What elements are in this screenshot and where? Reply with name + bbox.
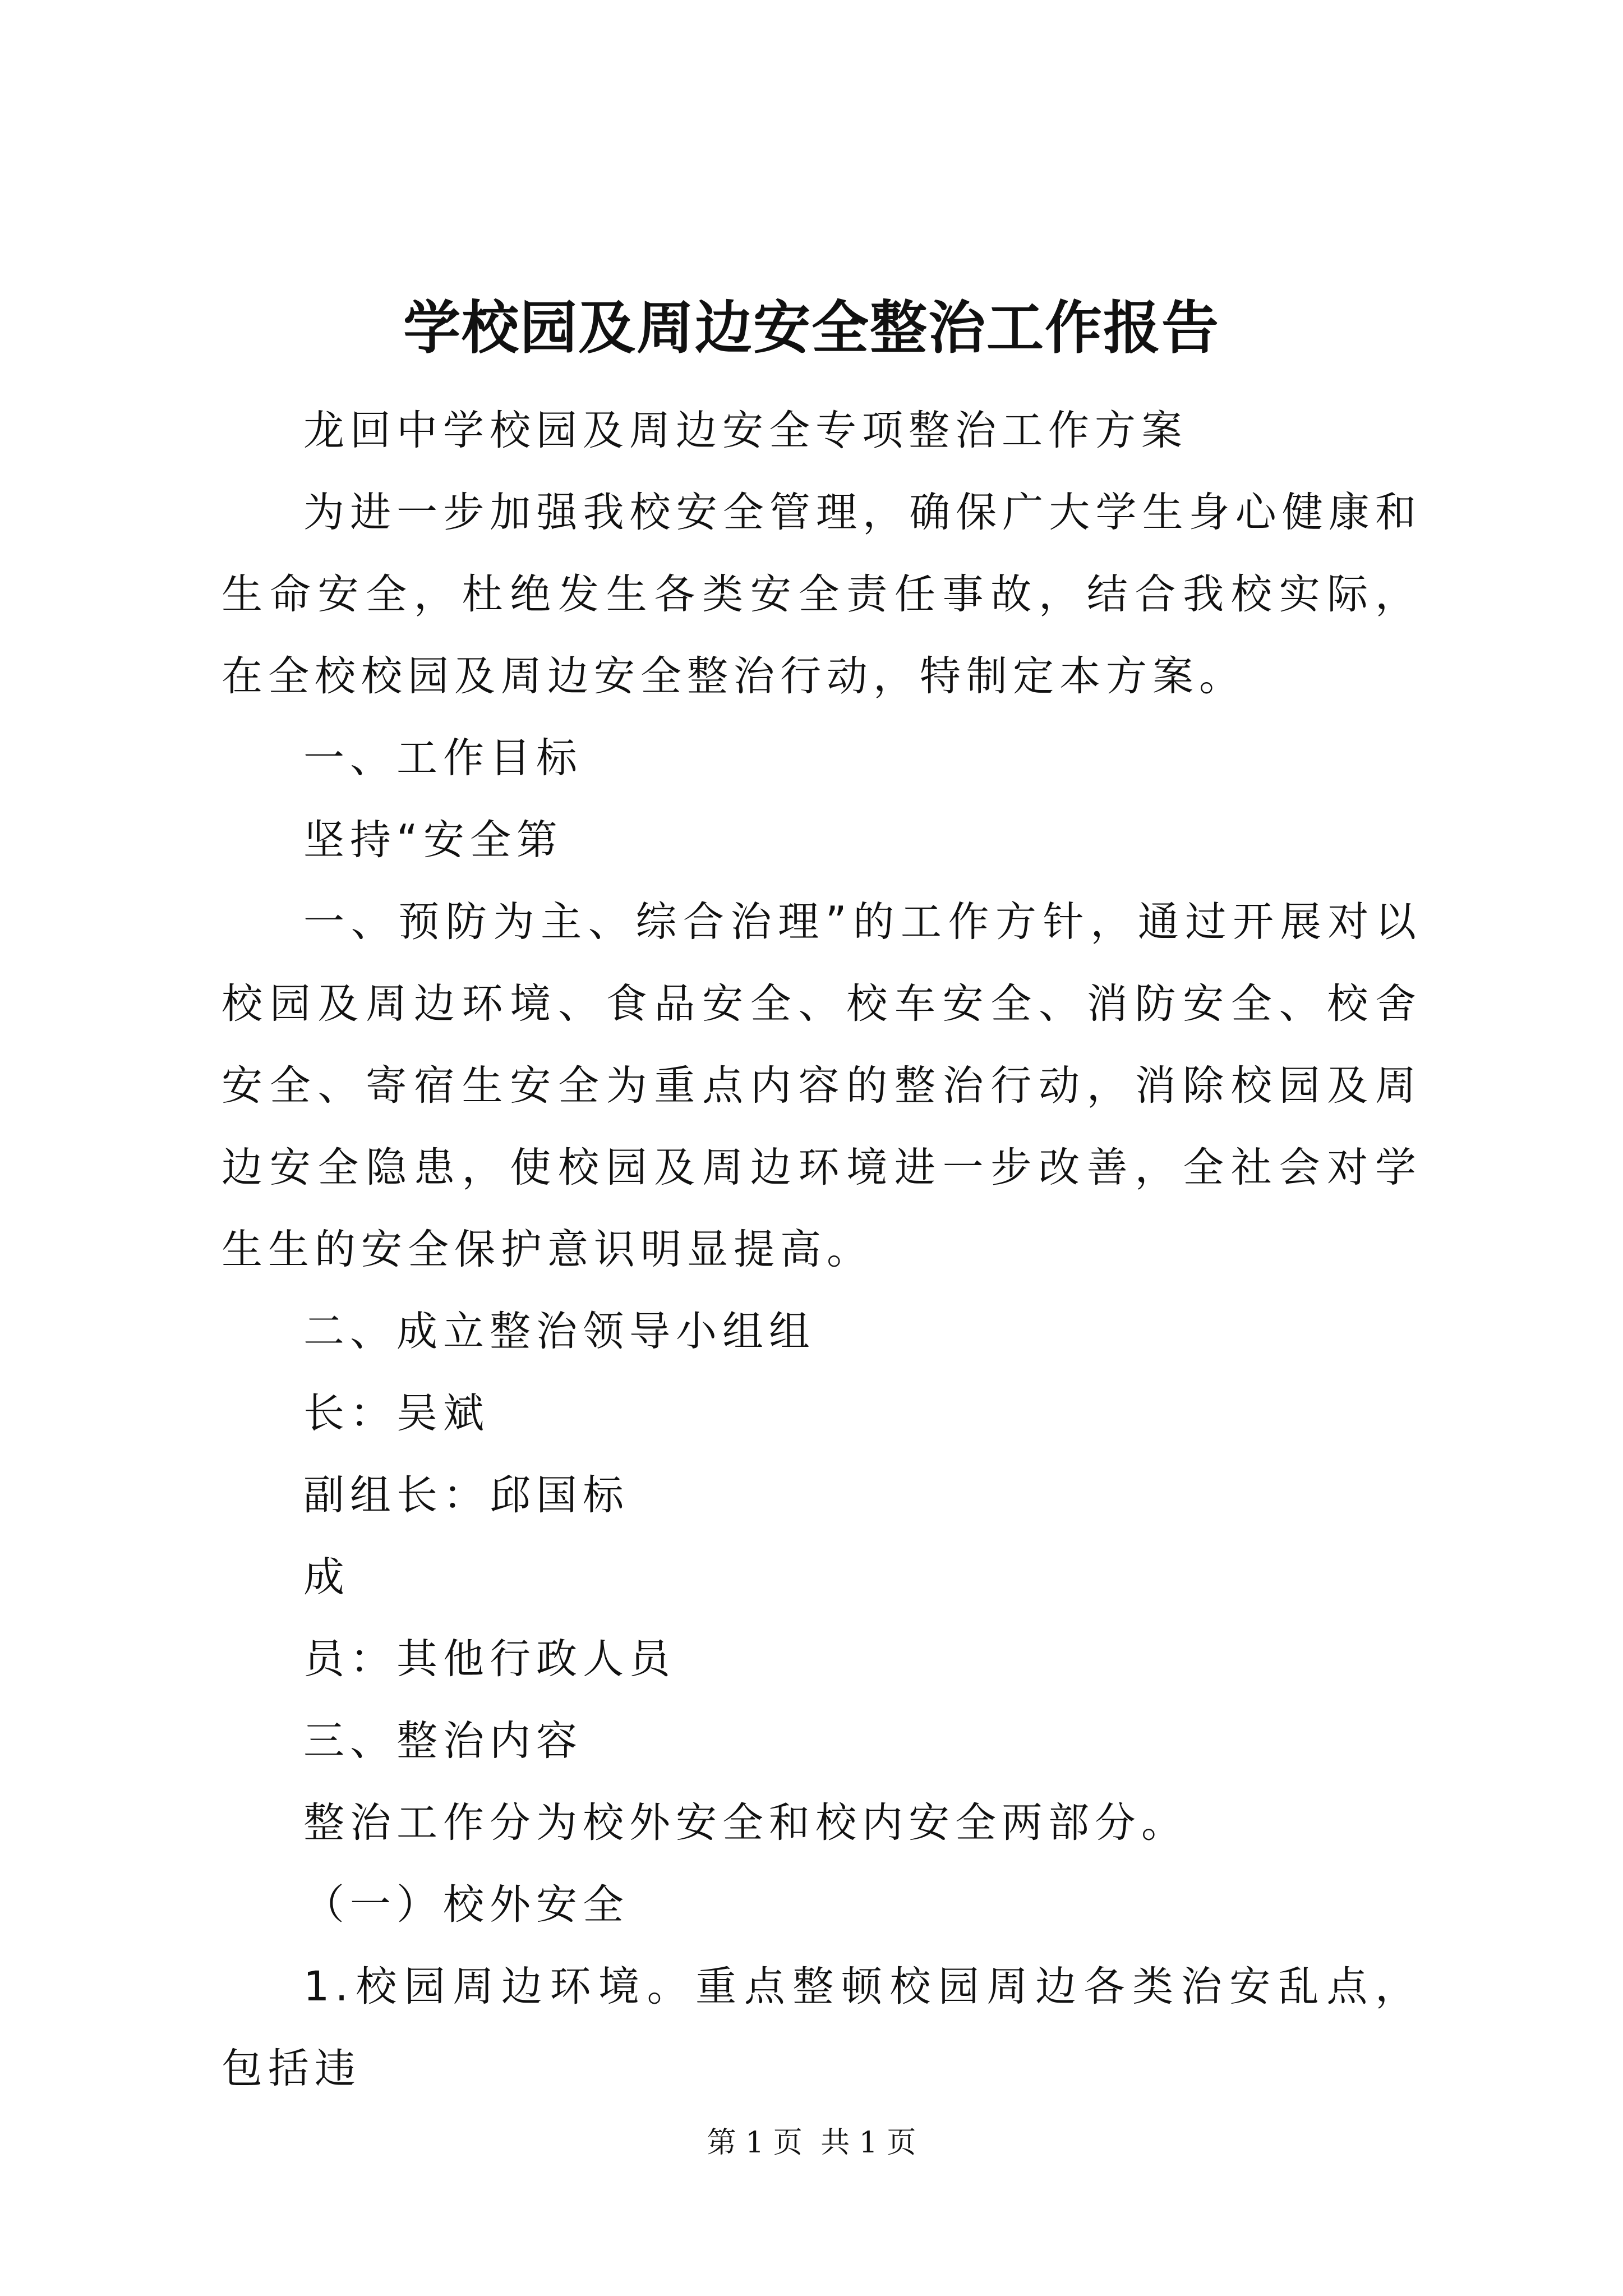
paragraph: 副组长：邱国标 — [303, 1471, 629, 1519]
page-footer — [0, 2123, 1623, 2162]
paragraph: 一、工作目标 — [303, 734, 583, 782]
paragraph: 龙回中学校园及周边安全专项整治工作方案 — [303, 407, 1188, 454]
paragraph: 成 — [303, 1553, 350, 1601]
paragraph: 为进一步加强我校安全管理，确保广大学生身心健康和生命安全，杜绝发生各类安全责任事故，结合我校实际，在全校校园及周边安全整治行动，特制定本方案。 — [222, 489, 1422, 700]
paragraph: 员：其他行政人员 — [303, 1635, 676, 1683]
page-total: 共 1 页 — [820, 2126, 916, 2160]
paragraph: 1.校园周边环境。重点整顿校园周边各类治安乱点，包括违 — [222, 1963, 1422, 2092]
paragraph: 一、预防为主、综合治理”的工作方针，通过开展对以校园及周边环境、食品安全、校车安全、消防安全、校舍安全、寄宿生安全为重点内容的整治行动，消除校园及周边安全隐患，使校园及周边环境进一步改善，全社会对学生生的安全保护意识明显提高。 — [222, 898, 1422, 1273]
document-body — [222, 390, 1422, 2110]
paragraph: 二、成立整治领导小组组 — [303, 1308, 815, 1355]
document-title: 学校园及周边安全整治工作报告 — [403, 295, 1220, 362]
paragraph: 整治工作分为校外安全和校内安全两部分。 — [303, 1799, 1188, 1847]
paragraph: （一）校外安全 — [303, 1881, 629, 1929]
paragraph: 坚持“安全第 — [303, 816, 563, 864]
paragraph: 长：吴斌 — [303, 1389, 490, 1437]
page-number: 第 1 页 — [707, 2126, 803, 2160]
paragraph: 三、整治内容 — [303, 1717, 583, 1765]
